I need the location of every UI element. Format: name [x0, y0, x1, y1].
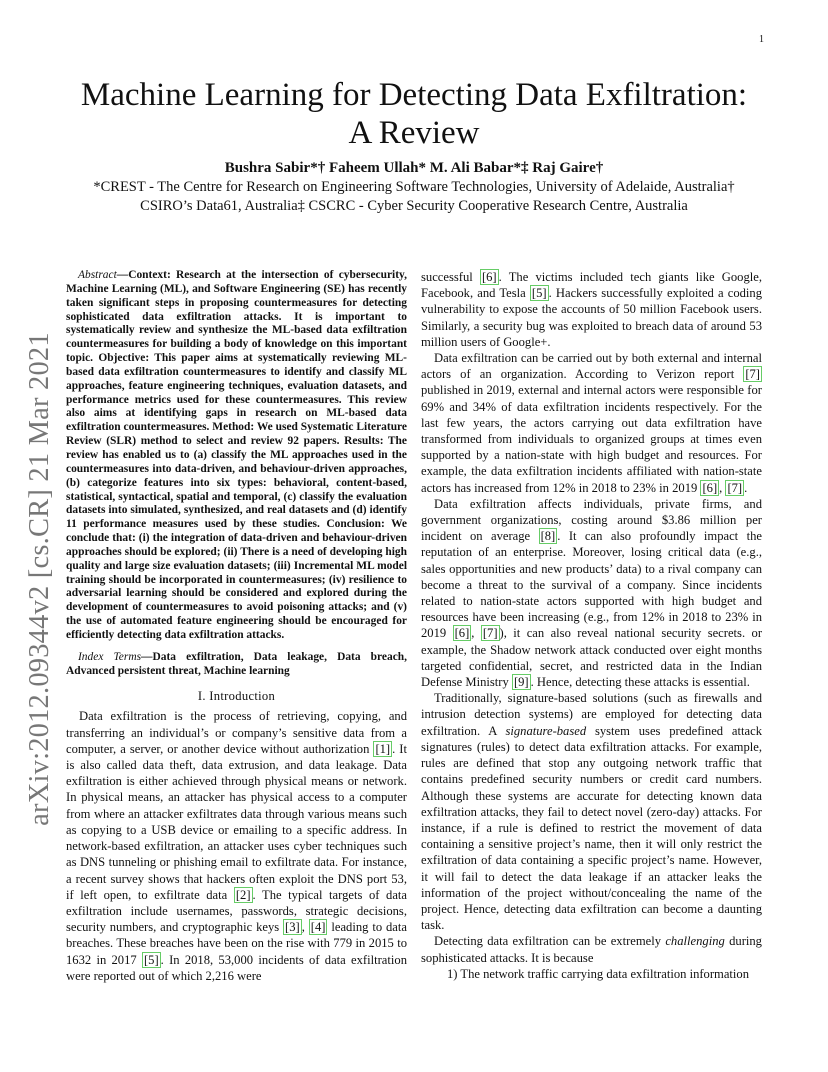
title-line-1: Machine Learning for Detecting Data Exfiltration:	[80, 77, 748, 113]
abstract-label: Abstract	[78, 269, 117, 281]
citation-link[interactable]: [7]	[727, 480, 743, 495]
left-column	[66, 269, 407, 984]
text: Data exfiltration can be carried out by both external and internal actors of an organization. According to Verizon report	[421, 351, 762, 382]
text: Traditionally, signature-based solutions (such as firewalls and intrusion detection systems) are employed for detecting data exfiltration. A	[421, 691, 762, 738]
right-paragraph-0	[421, 269, 762, 350]
index-terms-text: —Data exfiltration, Data leakage, Data breach, Advanced persistent threat, Machine learning	[66, 650, 407, 677]
text: ), it can also reveal national security secrets. or example, the Shadow network attack conducted over eight months targeted confidential, secret, and restricted data in the Indian Defense Ministry	[421, 626, 763, 690]
citation-link[interactable]: [8]	[540, 529, 556, 544]
text: system uses predefined attack signatures (rules) to detect data exfiltration attacks. For example, rules are defined that stop any outgoing network traffic that contains predefined security numbers or credit card numbers. Although these systems are accurate for detecting known data exfiltration attacks, they fail to detect novel (zero-day) attacks. For instance, if a rule is defined to restrict the movement of data containing a sensitive project’s name, then it will only restrict the exfiltration of data containing a specific project’s name. However, it will fail to detect the data leakage if an attacker leaks the information of the project without/concealing the name of the project. Hence, detecting data exfiltration can become a daunting task.	[421, 723, 762, 933]
right-paragraph-4	[421, 933, 762, 965]
right-paragraph-2	[421, 496, 762, 690]
citation-link[interactable]: [7]	[482, 626, 498, 641]
citation-link[interactable]: [6]	[454, 626, 470, 641]
text: Detecting data exfiltration can be extremely	[434, 934, 666, 949]
citation-link[interactable]: [2]	[235, 887, 251, 902]
index-terms-label: Index Terms	[78, 650, 142, 663]
section-heading: I. Introduction	[197, 689, 276, 704]
authors: Bushra Sabir*† Faheem Ullah* M. Ali Babar*‡ Raj Gaire†	[224, 160, 604, 176]
text: Data exfiltration is the process of retrieving, copying, and transferring an individual’s or company’s sensitive data from a computer, a server, or another device without authorization	[66, 709, 407, 756]
text: . It can also profoundly impact the reputation of an enterprise. Moreover, losing critical data (e.g., sales opportunities and new products’ data) to a rival company can become a threat to the survival of a company. Since incidents related to nation-state actors supported with high budget and resources have been increasing (e.g., from 12% in 2018 to 23% in 2019	[421, 529, 762, 641]
paper-title	[0, 76, 828, 152]
text: . It is also called data theft, data extrusion, and data leakage. Data exfiltration is either achieved through physical means or network. In physical means, an attacker has physical access to a computer from where an attacker exfiltrates data through various means such as copying to a USB device or emailing to a specific address. In network-based exfiltration, an attacker uses cyber techniques such as DNS tunneling or phishing email to exfiltrate data. For instance, a recent survey shows that hackers often exploit the DNS port 53, if left open, to exfiltrate data	[66, 741, 407, 902]
text: ,	[471, 626, 481, 641]
text: during sophisticated attacks. It is because	[421, 934, 762, 965]
citation-link[interactable]: [5]	[531, 286, 547, 301]
text: leading to data breaches. These breaches have been on the rise with 779 in 2015 to 1632 in 2017	[66, 920, 407, 967]
text: . The victims included tech giants like Google, Facebook, and Tesla	[421, 270, 762, 301]
citation-link[interactable]: [1]	[375, 741, 391, 756]
citation-link[interactable]: [6]	[481, 270, 497, 284]
title-line-2: A Review	[348, 115, 480, 151]
text: . The typical targets of data exfiltration include usernames, passwords, strategic decisions, security numbers, and cryptographic keys	[66, 887, 408, 935]
citation-link[interactable]: [3]	[285, 920, 300, 935]
text: Data exfiltration affects individuals, private firms, and government organizations, costing around $3.86 million per incident on average	[421, 496, 762, 544]
right-paragraph-1	[421, 350, 762, 496]
emphasis: challenging	[665, 934, 725, 949]
abstract	[66, 269, 407, 643]
right-paragraph-3	[421, 690, 762, 933]
citation-link[interactable]: [7]	[745, 367, 760, 382]
text: . Hence, detecting these attacks is essential.	[530, 675, 750, 690]
citation-link[interactable]: [4]	[310, 920, 326, 935]
text: . In 2018, 53,000 incidents of data exfiltration were reported out of which 2,216 were	[66, 952, 407, 983]
intro-paragraph-1	[66, 708, 407, 983]
affiliation-line-2: CSIRO’s Data61, Australia‡ CSCRC - Cyber Security Cooperative Research Centre, Australia	[140, 198, 688, 214]
arxiv-stamp	[20, 283, 60, 875]
intro-body	[66, 708, 407, 983]
citation-link[interactable]: [6]	[702, 480, 718, 495]
text: .	[744, 480, 748, 495]
text: published in 2019, external and internal actors were responsible for 69% and 34% of data exfiltration incidents respectively. For the last few years, the actors carrying out data exfiltration have transformed from individuals to organized groups at times even supported by a nation-state with high budget and resources. For example, the data exfiltration incidents affiliated with nation-state actors has increased from 12% in 2018 to 23% in 2019	[421, 383, 762, 495]
text: successful	[421, 270, 480, 284]
text: ,	[301, 920, 309, 935]
text: ,	[719, 480, 726, 495]
citation-link[interactable]: [9]	[513, 675, 529, 690]
affiliation-line-1: *CREST - The Centre for Research on Engineering Software Technologies, University of Adelaide, Australia†	[93, 179, 735, 195]
affiliations	[40, 178, 788, 216]
right-column	[421, 269, 762, 982]
page-number: 1	[759, 34, 764, 45]
abstract-text: —Context: Research at the intersection of cybersecurity, Machine Learning (ML), and Software Engineering (SE) has recently taken significant steps in proposing countermeasures for detecting sophisticated data exfiltration attacks. It is important to systematically review and synthesize the ML-based data exfiltration countermeasures for building a body of knowledge on this important topic. Objective: This paper aims at systematically reviewing ML-based data exfiltration countermeasures to identify and classify ML approaches, feature engineering techniques, evaluation datasets, and performance metrics used for these countermeasures. This review also aims at identifying gaps in research on ML-based data exfiltration countermeasures. Method: We used Systematic Literature Review (SLR) method to select and review 92 papers. Results: The review has enabled us to (a) classify the ML approaches used in the countermeasures into data-driven, and behaviour-driven approaches, (b) categorize features into six types: behavioral, content-based, statistical, syntactical, spatial and temporal, (c) classify the evaluation datasets into simulated, synthesized, and real datasets and (d) identify 11 performance measures used by these studies. Conclusion: We conclude that: (i) the integration of data-driven and behaviour-driven approaches should be explored; (ii) There is a need of developing high quality and large size evaluation datasets; (iii) Incremental ML model training should be incorporated in countermeasures; (iv) resilience to adversarial learning should be considered and explored during the development of countermeasures to avoid poisoning attacks; and (v) the use of automated feature engineering should be encouraged for efficiently detecting data exfiltration attacks.	[66, 269, 407, 641]
list-item: 1) The network traffic carrying data exfiltration information	[447, 966, 750, 981]
index-terms	[66, 651, 407, 679]
emphasis: signature-based	[505, 723, 587, 738]
citation-link[interactable]: [5]	[143, 952, 159, 967]
arxiv-stamp-text: arXiv:2012.09344v2 [cs.CR] 21 Mar 2021	[24, 332, 55, 826]
text: . Hackers successfully exploited a coding vulnerability to expose the accounts of 50 million Facebook users. Similarly, a security bug was exploited to breach data of around 53 million users of Google+.	[421, 286, 763, 349]
